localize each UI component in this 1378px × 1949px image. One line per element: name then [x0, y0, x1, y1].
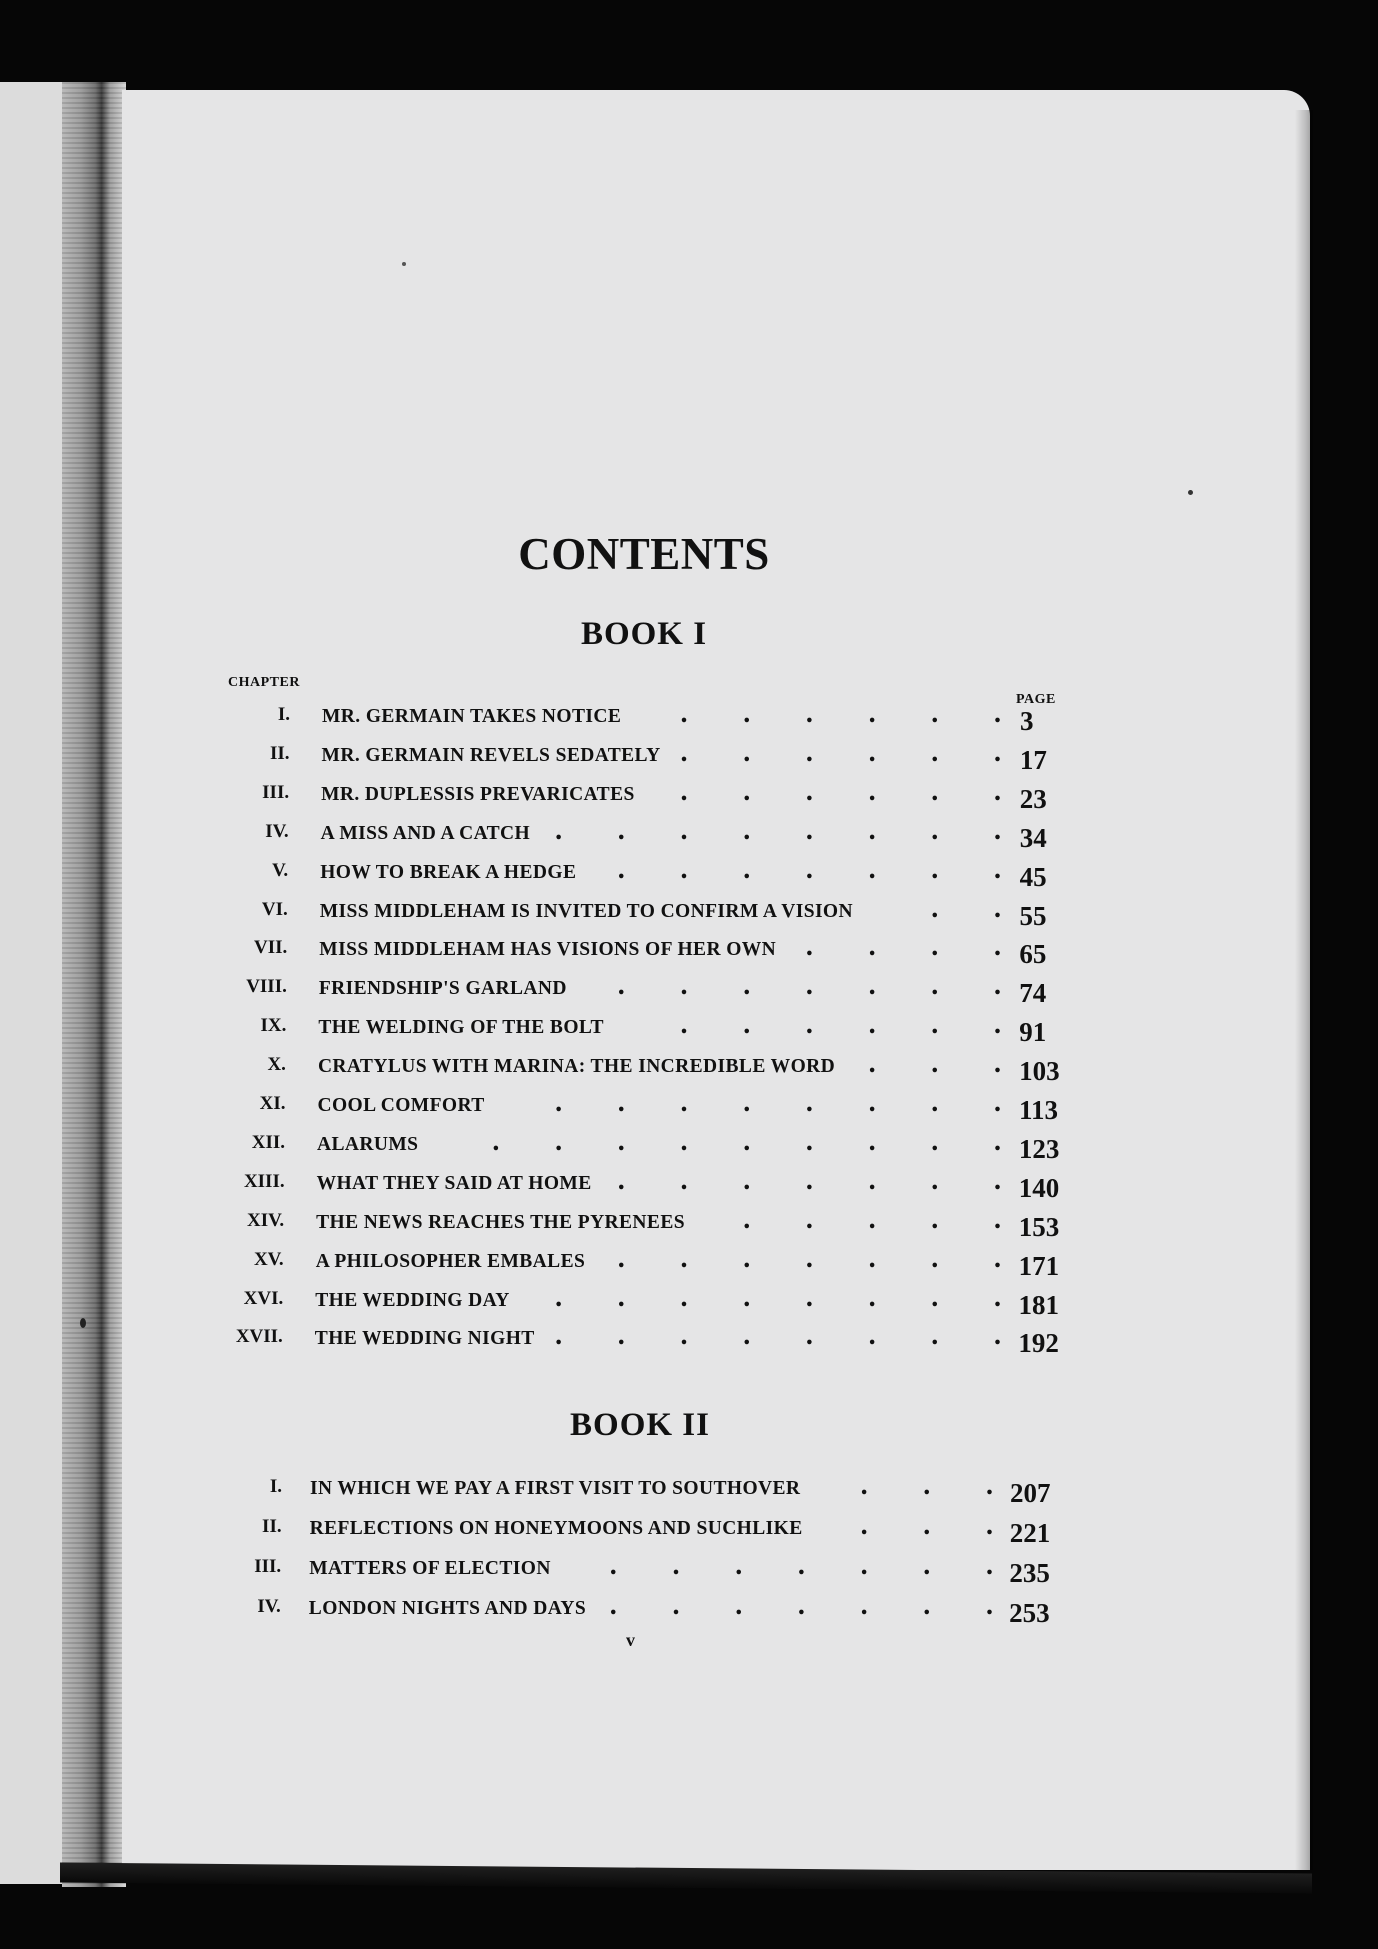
leader-dot: . — [994, 1048, 1001, 1080]
book-two-heading: BOOK II — [570, 1407, 710, 1443]
chapter-title: CRATYLUS WITH MARINA: THE INCREDIBLE WORD — [317, 1056, 836, 1078]
leader-dot: . — [931, 1087, 939, 1118]
leader-dot: . — [868, 1203, 876, 1235]
chapter-title: A PHILOSOPHER EMBALES — [315, 1250, 586, 1272]
page-number: 123 — [1018, 1133, 1060, 1164]
leader-dot: . — [805, 814, 813, 846]
leader-dot: . — [680, 814, 688, 846]
chapter-number: II. — [262, 1516, 282, 1537]
chapter-number: I. — [277, 704, 290, 725]
leader-dot: . — [923, 1470, 931, 1501]
chapter-title: WHAT THEY SAID AT HOME — [316, 1172, 592, 1194]
chapter-title: THE WELDING OF THE BOLT — [318, 1017, 604, 1039]
leader-dot: . — [931, 775, 939, 807]
leader-dot: . — [994, 931, 1001, 963]
leader-dot: . — [609, 1590, 617, 1621]
chapter-number: IV. — [257, 1596, 281, 1617]
leader-dot: . — [743, 814, 751, 846]
leader-dot: . — [680, 698, 688, 729]
leader-dot: . — [805, 1164, 813, 1196]
chapter-title: A MISS AND A CATCH — [320, 822, 531, 844]
leader-dot: . — [617, 1125, 625, 1157]
chapter-title: THE WEDDING DAY — [315, 1289, 510, 1311]
leader-dot: . — [743, 1203, 751, 1235]
leader-dot: . — [868, 1281, 876, 1313]
leader-dot: . — [743, 1242, 751, 1274]
leader-dot: . — [868, 698, 876, 729]
leader-dot: . — [994, 970, 1001, 1002]
chapter-title: MATTERS OF ELECTION — [309, 1558, 551, 1579]
leader-dot: . — [994, 1281, 1001, 1313]
chapter-number: VII. — [254, 937, 288, 959]
leader-dot: . — [931, 931, 939, 963]
leader-dot: . — [931, 1203, 939, 1235]
leader-dot: . — [868, 1048, 876, 1080]
leader-dot: . — [672, 1550, 680, 1581]
chapter-title: MISS MIDDLEHAM IS INVITED TO CONFIRM A VISION — [319, 900, 853, 922]
toc-entry — [0, 1203, 1100, 1242]
leader-dot: . — [680, 1281, 688, 1313]
leader-dot: . — [805, 1009, 813, 1041]
chapter-number: III. — [262, 781, 290, 803]
leader-dot: . — [805, 853, 813, 885]
leader-dot: . — [680, 1320, 688, 1352]
page-number: 140 — [1018, 1172, 1060, 1203]
leader-dot: . — [868, 775, 876, 807]
page-number: 181 — [1018, 1289, 1059, 1320]
toc-entry — [0, 1320, 1100, 1359]
page-edge-shadow — [1295, 110, 1313, 1870]
leader-dot: . — [994, 736, 1001, 768]
leader-dot: . — [868, 1320, 876, 1352]
leader-dot: . — [680, 1164, 688, 1196]
leader-dot: . — [994, 1087, 1001, 1118]
toc-entry — [0, 1125, 1100, 1164]
page-number: 103 — [1019, 1056, 1060, 1087]
leader-dot: . — [994, 814, 1001, 846]
leader-dot: . — [555, 1087, 563, 1118]
leader-dot: . — [868, 1125, 876, 1157]
page-folio: v — [626, 1630, 635, 1650]
leader-dot: . — [743, 853, 751, 885]
leader-dot: . — [868, 1009, 876, 1041]
leader-dot: . — [868, 970, 876, 1002]
toc-entry — [0, 814, 1100, 853]
leader-dot: . — [931, 698, 939, 729]
leader-dot: . — [617, 853, 625, 885]
leader-dot: . — [680, 853, 688, 885]
chapter-title: IN WHICH WE PAY A FIRST VISIT TO SOUTHOVER — [310, 1478, 801, 1499]
leader-dot: . — [680, 775, 688, 807]
leader-dot: . — [805, 1203, 813, 1235]
page-number: 235 — [1009, 1558, 1050, 1588]
book-one-heading: BOOK I — [580, 616, 708, 652]
chapter-title: HOW TO BREAK A HEDGE — [320, 861, 577, 883]
leader-dot: . — [680, 736, 688, 768]
chapter-title: COOL COMFORT — [317, 1095, 485, 1116]
page-number: 3 — [1020, 706, 1034, 736]
leader-dot: . — [555, 1281, 563, 1313]
leader-dot: . — [994, 1009, 1001, 1041]
leader-dot: . — [735, 1550, 743, 1581]
leader-dot: . — [994, 1320, 1001, 1352]
chapter-title: THE NEWS REACHES THE PYRENEES — [316, 1211, 685, 1233]
leader-dot: . — [805, 1242, 813, 1274]
leader-dot: . — [617, 1281, 625, 1313]
page-column-label: PAGE — [1016, 692, 1056, 707]
leader-dot: . — [931, 1281, 939, 1313]
page-number: 253 — [1009, 1598, 1050, 1628]
page-number: 65 — [1019, 939, 1047, 970]
page-number: 221 — [1009, 1518, 1051, 1548]
leader-dot: . — [994, 698, 1001, 729]
leader-dot: . — [743, 970, 751, 1002]
leader-dot: . — [617, 970, 625, 1002]
chapter-title: MR. GERMAIN REVELS SEDATELY — [321, 744, 661, 766]
leader-dot: . — [923, 1510, 931, 1541]
page-number: 55 — [1019, 900, 1047, 931]
chapter-title: LONDON NIGHTS AND DAYS — [308, 1598, 587, 1619]
chapter-number: XV. — [253, 1248, 284, 1270]
leader-dot: . — [986, 1590, 993, 1621]
leader-dot: . — [931, 736, 939, 768]
leader-dot: . — [931, 814, 939, 846]
toc-entry — [0, 736, 1100, 775]
leader-dot: . — [555, 814, 563, 846]
leader-dot: . — [680, 1242, 688, 1274]
leader-dot: . — [797, 1550, 805, 1581]
toc-entry — [0, 1281, 1100, 1320]
leader-dot: . — [555, 1320, 563, 1352]
leader-dot: . — [743, 1320, 751, 1352]
leader-dot: . — [743, 1125, 751, 1157]
toc-entry — [0, 970, 1100, 1009]
toc-entry — [0, 1242, 1100, 1281]
leader-dot: . — [994, 1164, 1001, 1196]
leader-dot: . — [797, 1590, 805, 1621]
leader-dot: . — [617, 1087, 625, 1118]
leader-dot: . — [743, 1281, 751, 1313]
chapter-title: ALARUMS — [317, 1133, 419, 1155]
leader-dot: . — [805, 1320, 813, 1352]
page-number: 45 — [1019, 861, 1047, 892]
leader-dot: . — [868, 1242, 876, 1274]
leader-dot: . — [680, 1009, 688, 1041]
toc-entry — [0, 1510, 1100, 1548]
leader-dot: . — [743, 775, 751, 807]
page-number: 207 — [1010, 1478, 1051, 1508]
chapter-title: MISS MIDDLEHAM HAS VISIONS OF HER OWN — [319, 939, 777, 961]
page-number: 171 — [1018, 1250, 1060, 1281]
leader-dot: . — [868, 931, 876, 963]
chapter-number: III. — [254, 1556, 282, 1577]
page-number: 74 — [1019, 978, 1047, 1009]
toc-entry — [0, 1087, 1100, 1125]
leader-dot: . — [743, 698, 751, 729]
leader-dot: . — [609, 1550, 617, 1581]
leader-dot: . — [617, 1164, 625, 1196]
leader-dot: . — [868, 1087, 876, 1118]
leader-dot: . — [805, 736, 813, 768]
leader-dot: . — [743, 736, 751, 768]
toc-entry — [0, 853, 1100, 892]
leader-dot: . — [931, 892, 939, 924]
chapter-number: XII. — [251, 1131, 286, 1153]
leader-dot: . — [680, 970, 688, 1002]
chapter-number: V. — [272, 859, 289, 881]
chapter-number: XVI. — [243, 1287, 284, 1309]
leader-dot: . — [931, 853, 939, 885]
chapter-number: IX. — [260, 1015, 287, 1037]
leader-dot: . — [994, 1242, 1001, 1274]
toc-entry — [0, 1164, 1100, 1203]
leader-dot: . — [860, 1550, 868, 1581]
page-number: 192 — [1018, 1328, 1059, 1359]
leader-dot: . — [735, 1590, 743, 1621]
chapter-title: THE WEDDING NIGHT — [314, 1328, 535, 1350]
leader-dot: . — [931, 1048, 939, 1080]
chapter-title: REFLECTIONS ON HONEYMOONS AND SUCHLIKE — [309, 1518, 803, 1539]
leader-dot: . — [672, 1590, 680, 1621]
chapter-number: X. — [267, 1054, 286, 1076]
leader-dot: . — [805, 970, 813, 1002]
toc-entry — [0, 931, 1100, 970]
leader-dot: . — [868, 853, 876, 885]
chapter-number: XVII. — [235, 1326, 283, 1348]
leader-dot: . — [743, 1087, 751, 1118]
chapter-title: MR. GERMAIN TAKES NOTICE — [322, 706, 622, 727]
toc-entry — [0, 775, 1100, 814]
leader-dot: . — [617, 1242, 625, 1274]
page-number: 34 — [1019, 822, 1047, 853]
page-number: 153 — [1018, 1211, 1060, 1242]
leader-dot: . — [994, 892, 1001, 924]
leader-dot: . — [868, 814, 876, 846]
page-number: 17 — [1019, 744, 1047, 775]
leader-dot: . — [923, 1550, 931, 1581]
chapter-number: II. — [270, 742, 290, 764]
leader-dot: . — [555, 1125, 563, 1157]
chapter-number: VI. — [261, 898, 288, 920]
leader-dot: . — [994, 1125, 1001, 1157]
toc-entry — [0, 892, 1100, 931]
leader-dot: . — [805, 698, 813, 729]
leader-dot: . — [923, 1590, 931, 1621]
contents-heading: CONTENTS — [518, 529, 770, 579]
leader-dot: . — [931, 1320, 939, 1352]
chapter-number: XIII. — [243, 1170, 285, 1192]
leader-dot: . — [931, 1009, 939, 1041]
leader-dot: . — [805, 775, 813, 807]
toc-entry — [0, 1048, 1100, 1087]
chapter-number: IV. — [265, 820, 289, 842]
leader-dot: . — [994, 853, 1001, 885]
leader-dot: . — [986, 1550, 993, 1581]
leader-dot: . — [868, 736, 876, 768]
leader-dot: . — [931, 970, 939, 1002]
paper-speck — [402, 262, 406, 266]
leader-dot: . — [617, 1320, 625, 1352]
toc-entry — [0, 1550, 1100, 1588]
page-number: 91 — [1019, 1017, 1047, 1048]
leader-dot: . — [986, 1510, 993, 1541]
leader-dot: . — [860, 1590, 868, 1621]
leader-dot: . — [743, 1164, 751, 1196]
leader-dot: . — [986, 1470, 993, 1501]
leader-dot: . — [617, 814, 625, 846]
chapter-title: FRIENDSHIP'S GARLAND — [318, 978, 567, 1000]
chapter-number: XIV. — [247, 1209, 285, 1231]
leader-dot: . — [680, 1125, 688, 1157]
leader-dot: . — [931, 1242, 939, 1274]
paper-speck — [1188, 490, 1193, 495]
toc-entry — [0, 1590, 1100, 1628]
leader-dot: . — [680, 1087, 688, 1118]
page-number: 113 — [1019, 1095, 1059, 1125]
leader-dot: . — [994, 775, 1001, 807]
page-number: 23 — [1019, 783, 1047, 814]
leader-dot: . — [743, 1009, 751, 1041]
chapter-number: XI. — [259, 1093, 286, 1114]
toc-entry — [0, 1009, 1100, 1048]
chapter-title: MR. DUPLESSIS PREVARICATES — [321, 783, 635, 805]
leader-dot: . — [805, 1125, 813, 1157]
leader-dot: . — [931, 1125, 939, 1157]
leader-dot: . — [860, 1510, 868, 1541]
chapter-number: VIII. — [246, 976, 287, 998]
leader-dot: . — [805, 1281, 813, 1313]
chapter-column-label: CHAPTER — [228, 675, 300, 690]
toc-entry — [0, 1470, 1100, 1508]
leader-dot: . — [860, 1470, 868, 1501]
chapter-number: I. — [269, 1476, 282, 1497]
leader-dot: . — [492, 1125, 500, 1157]
leader-dot: . — [931, 1164, 939, 1196]
leader-dot: . — [805, 931, 813, 963]
leader-dot: . — [868, 1164, 876, 1196]
leader-dot: . — [994, 1203, 1001, 1235]
leader-dot: . — [805, 1087, 813, 1118]
